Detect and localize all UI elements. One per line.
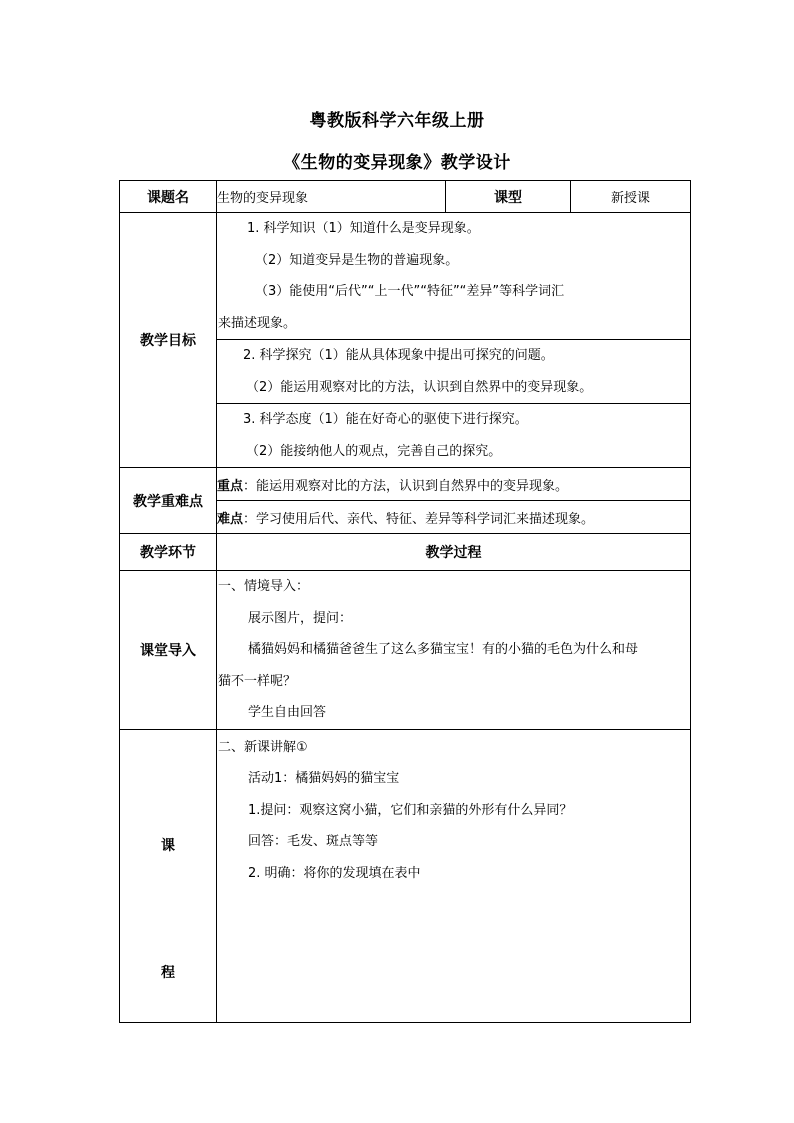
lesson-plan-table (119, 180, 691, 1023)
difficulty-text: ：学习使用后代、亲代、特征、差异等科学词汇来描述现象。 (243, 511, 595, 527)
topic-value: 生物的变异现象 (217, 181, 446, 213)
objectives-attitude-cell (217, 404, 691, 468)
lesson-line: 活动1：橘猫妈妈的猫宝宝 (248, 771, 400, 786)
process-header: 教学过程 (217, 534, 691, 571)
intro-cell (217, 571, 691, 730)
key-focus-cell (217, 468, 691, 501)
lesson-line: 2. 明确：将你的发现填在表中 (248, 865, 421, 881)
topic-label: 课题名 (120, 181, 217, 213)
intro-label: 课堂导入 (120, 571, 217, 730)
lesson-row (120, 729, 691, 1022)
lesson-label-top: 课 (161, 837, 175, 854)
objective-line: 来描述现象。 (218, 315, 297, 331)
type-value: 新授课 (571, 181, 691, 213)
lesson-line: 二、新课讲解① (218, 739, 308, 755)
stage-header: 教学环节 (120, 534, 217, 571)
focus-label: 重点 (217, 478, 244, 494)
objectives-knowledge-row (120, 213, 691, 340)
intro-line: 猫不一样呢？ (218, 673, 297, 689)
intro-row (120, 571, 691, 730)
objective-line: 2. 科学探究（1）能从具体现象中提出可探究的问题。 (243, 348, 554, 363)
intro-line: 展示图片，提问： (248, 610, 353, 626)
objective-line: 3. 科学态度（1）能在好奇心的驱使下进行探究。 (243, 412, 528, 427)
key-difficulty-cell (217, 501, 691, 534)
lesson-line: 回答：毛发、斑点等等 (248, 834, 379, 849)
objective-line: （2）知道变异是生物的普遍现象。 (255, 252, 459, 268)
intro-line: 橘猫妈妈和橘猫爸爸生了这么多猫宝宝！有的小猫的毛色为什么和母 (248, 642, 639, 657)
process-header-row (120, 534, 691, 571)
intro-line: 一、情境导入： (218, 579, 310, 594)
topic-row (120, 181, 691, 213)
key-focus-row (120, 468, 691, 501)
focus-text: ：能运用观察对比的方法，认识到自然界中的变异现象。 (243, 478, 569, 494)
objectives-knowledge-cell (217, 213, 691, 340)
objective-line: （2）能接纳他人的观点，完善自己的探究。 (246, 443, 502, 459)
lesson-line: 1.提问：观察这窝小猫，它们和亲猫的外形有什么异同？ (248, 802, 573, 818)
objectives-label: 教学目标 (120, 213, 217, 468)
objective-line: （3）能使用“后代”“上一代”“特征”“差异”等科学词汇 (255, 284, 565, 299)
lesson-label-bottom: 程 (161, 964, 175, 981)
document-subtitle: 《生物的变异现象》教学设计 (283, 153, 511, 173)
document-title: 粤教版科学六年级上册 (309, 111, 485, 131)
objective-line: （2）能运用观察对比的方法，认识到自然界中的变异现象。 (246, 379, 593, 395)
key-points-label: 教学重难点 (120, 468, 217, 534)
lesson-label-cell (120, 729, 217, 1022)
objective-line: 1. 科学知识（1）知道什么是变异现象。 (247, 221, 480, 236)
objectives-inquiry-cell (217, 340, 691, 404)
type-label: 课型 (446, 181, 571, 213)
lesson-cell (217, 729, 691, 1022)
difficulty-label: 难点 (217, 511, 244, 527)
intro-line: 学生自由回答 (248, 705, 327, 720)
